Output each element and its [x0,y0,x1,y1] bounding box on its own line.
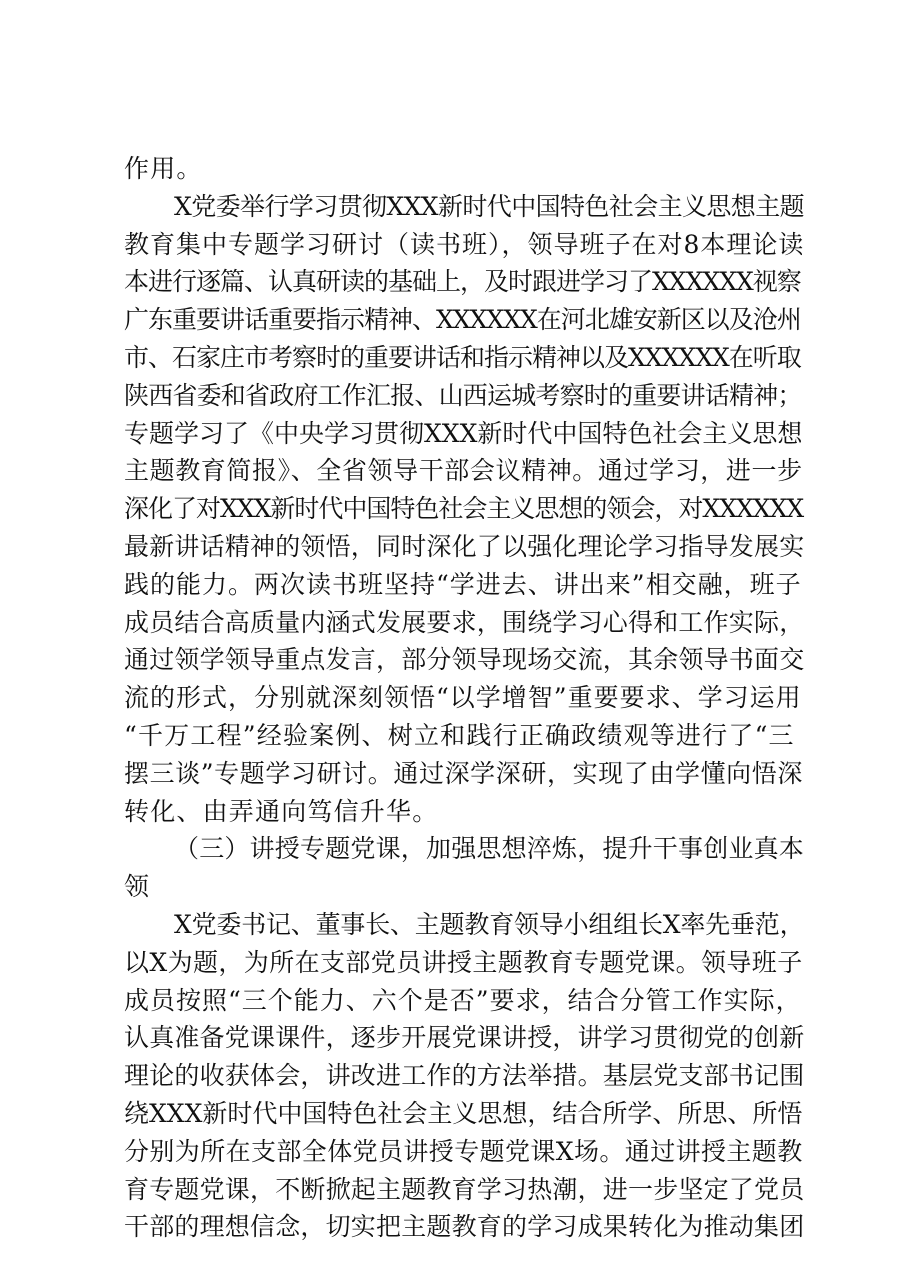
paragraph-start-line: X党委举行学习贯彻XXX新时代中国特色社会主义思想主题 [174,191,804,221]
text-line: 分别为所在支部全体党员讲授专题党课X场。通过讲授主题教 [124,1136,803,1166]
text-line: 深化了对XXX新时代中国特色社会主义思想的领会，对XXXXXX [124,494,804,524]
text-line: 转化、由弄通向笃信升华。 [124,796,439,826]
text-line: “千万工程”经验案例、树立和践行正确政绩观等进行了“三 [124,720,795,750]
text-line: 专题学习了《中央学习贯彻XXX新时代中国特色社会主义思想 [124,418,803,448]
section-heading-continuation: 领 [124,872,151,902]
paragraph-start-line: X党委书记、董事长、主题教育领导小组组长X率先垂范， [174,909,805,939]
text-line: 认真准备党课课件，逐步开展党课讲授，讲学习贯彻党的创新 [124,1023,805,1053]
text-line: 绕XXX新时代中国特色社会主义思想，结合所学、所思、所悟 [124,1098,803,1128]
text-line: 摆三谈”专题学习研讨。通过深学深研，实现了由学懂向悟深 [124,758,803,788]
document-body [124,150,804,1246]
text-line: 干部的理想信念，切实把主题教育的学习成果转化为推动集团 [124,1212,805,1242]
section-heading: （三）讲授专题党课，加强思想淬炼，提升干事创业真本 [174,834,805,864]
text-line: 市、石家庄市考察时的重要讲话和指示精神以及XXXXXX在听取 [124,342,801,372]
text-line: 通过领学领导重点发言，部分领导现场交流，其余领导书面交 [124,645,805,675]
text-line: 流的形式，分别就深刻领悟“以学增智”重要要求、学习运用 [124,683,802,713]
text-line: 成员按照“三个能力、六个是否”要求，结合分管工作实际， [124,985,802,1015]
text-line: 本进行逐篇、认真研读的基础上，及时跟进学习了XXXXXX视察 [124,267,801,297]
text-line: 广东重要讲话重要指示精神、XXXXXX在河北雄安新区以及沧州 [124,305,801,335]
text-line: 教育集中专题学习研讨（读书班），领导班子在对8本理论读 [124,229,805,259]
text-line: 理论的收获体会，讲改进工作的方法举措。基层党支部书记围 [124,1061,805,1091]
text-line: 最新讲话精神的领悟，同时深化了以强化理论学习指导发展实 [124,531,805,561]
text-line: 陕西省委和省政府工作汇报、山西运城考察时的重要讲话精神； [124,380,802,410]
text-line: 践的能力。两次读书班坚持“学进去、讲出来”相交融，班子 [124,569,802,599]
text-line: 以X为题，为所在支部党员讲授主题教育专题党课。领导班子 [124,947,803,977]
text-line: 主题教育简报》、全省领导干部会议精神。通过学习，进一步 [124,456,803,486]
text-line: 作用。 [124,154,203,183]
text-line: 育专题党课，不断掀起主题教育学习热潮，进一步坚定了党员 [124,1174,805,1204]
text-line: 成员结合高质量内涵式发展要求，围绕学习心得和工作实际， [124,607,805,637]
